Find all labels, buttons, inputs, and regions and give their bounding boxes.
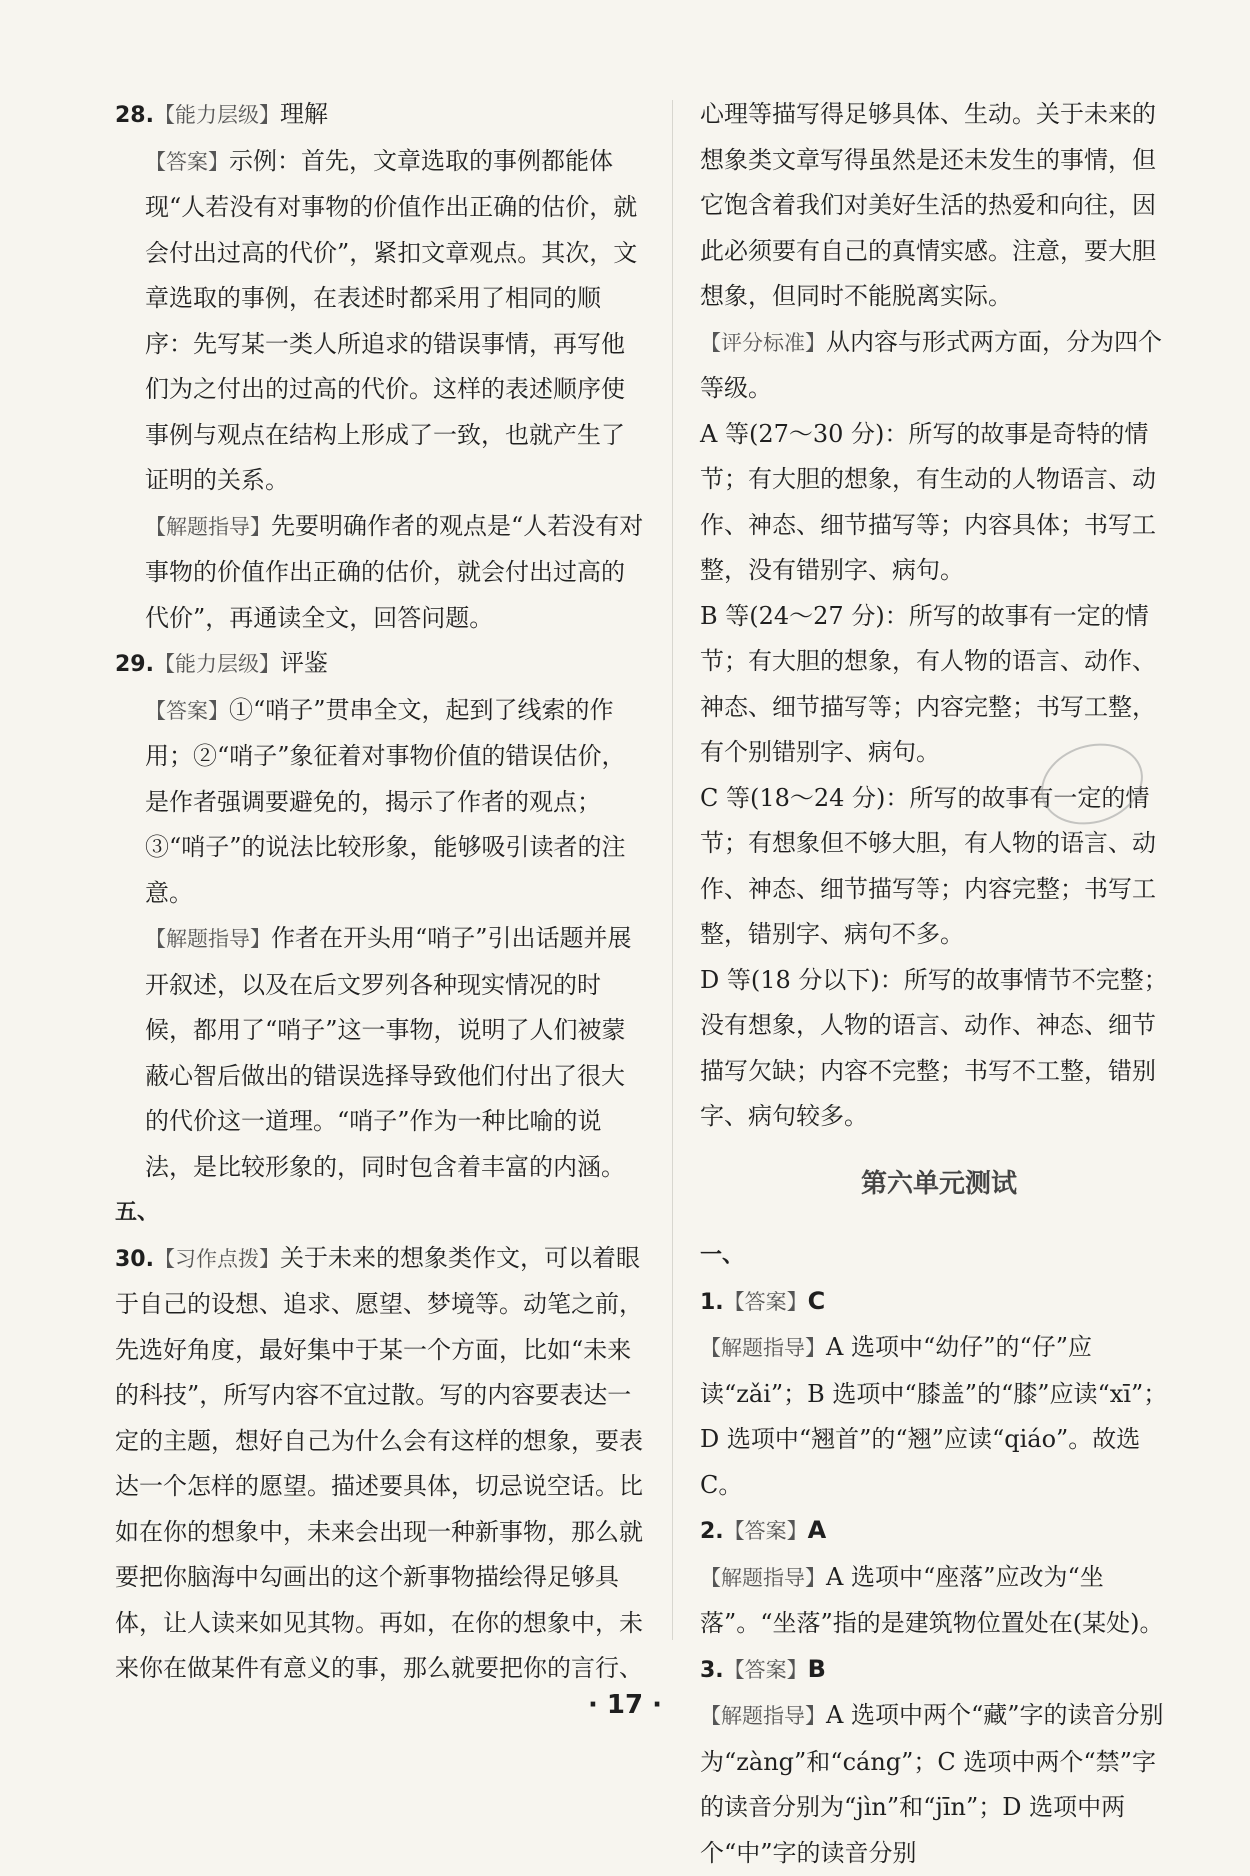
- q29-header: [115, 641, 645, 688]
- criteria-tag: 【评分标准】: [700, 330, 826, 355]
- section-five: 五、: [115, 1200, 160, 1225]
- q3-answer: [700, 1647, 1178, 1694]
- q29-tag: 【能力层级】: [153, 652, 280, 676]
- q2-guide: [700, 1555, 1178, 1647]
- q2-guide-text: A 选项中“座落”应改为“坐落”。“坐落”指的是建筑物位置处在(某处)。: [700, 1562, 1164, 1637]
- q29-guide: [115, 916, 645, 1190]
- q1-guide-text: A 选项中“幼仔”的“仔”应读“zǎi”；B 选项中“膝盖”的“膝”应读“xī”；D 选项中“翘首”的“翘”应读“qiáo”。故选 C。: [700, 1333, 1168, 1499]
- q30-number: 30.: [115, 1246, 154, 1272]
- section-one: 一、: [700, 1243, 745, 1268]
- scoring-criteria: [700, 320, 1178, 412]
- q28-guide: [115, 504, 645, 642]
- q2-answer-tag: 【答案】: [723, 1519, 808, 1543]
- q28-answer-tag: 【答案】: [145, 149, 229, 174]
- q30-tag: 【习作点拨】: [153, 1246, 280, 1271]
- grade-b: B 等(24～27 分)：所写的故事有一定的情节；有大胆的想象，有人物的语言、动作、神态、细节描写等；内容完整；书写工整，有个别错别字、病句。: [700, 601, 1156, 766]
- q2-guide-tag: 【解题指导】: [700, 1565, 826, 1590]
- q2-answer: [700, 1508, 1178, 1555]
- q1-answer: [700, 1279, 1178, 1326]
- q3-answer-letter: B: [807, 1654, 826, 1683]
- q28-header: [115, 92, 645, 139]
- grade-d: D 等(18 分以下)：所写的故事情节不完整；没有想象，人物的语言、动作、神态、细节描写欠缺；内容不完整；书写不工整，错别字、病句较多。: [700, 965, 1168, 1130]
- grade-a: A 等(27～30 分)：所写的故事是奇特的情节；有大胆的想象，有生动的人物语言、动作、神态、细节描写等；内容具体；书写工整，没有错别字、病句。: [700, 419, 1156, 584]
- q28-level: 理解: [279, 100, 328, 128]
- q28-tag: 【能力层级】: [153, 103, 280, 127]
- criteria-text: 从内容与形式两方面，分为四个等级。: [700, 327, 1162, 402]
- q29-answer-tag: 【答案】: [145, 698, 229, 723]
- q3-guide-text: A 选项中两个“藏”字的读音分别为“zàng”和“cáng”；C 选项中两个“禁”字的读音分别为“jìn”和“jīn”；D 选项中两个“中”字的读音分别: [700, 1701, 1164, 1867]
- column-divider: [672, 100, 673, 1640]
- unit-title: 第六单元测试: [860, 1168, 1017, 1199]
- q3-guide-tag: 【解题指导】: [700, 1704, 826, 1728]
- q1-guide-tag: 【解题指导】: [700, 1336, 826, 1360]
- q29-guide-tag: 【解题指导】: [145, 927, 271, 951]
- q1-answer-tag: 【答案】: [723, 1289, 808, 1314]
- page-number: · 17 ·: [587, 1690, 663, 1720]
- q3-guide: [700, 1693, 1178, 1876]
- q29-answer: [115, 688, 645, 917]
- q29-guide-text: 作者在开头用“哨子”引出话题并展开叙述，以及在后文罗列各种现实情况的时候，都用了“哨子”这一事物，说明了人们被蒙蔽心智后做出的错误选择导致他们付出了很大的代价这一道理。“哨子”作为一种比喻的说法，是比较形象的，同时包含着丰富的内涵。: [145, 924, 632, 1181]
- grade-c: C 等(18～24 分)：所写的故事有一定的情节；有想象但不够大胆，有人物的语言、动作、神态、细节描写等；内容完整；书写工整，错别字、病句不多。: [700, 783, 1156, 948]
- q1-guide: [700, 1325, 1178, 1508]
- q3-number: 3.: [700, 1657, 724, 1683]
- q2-answer-letter: A: [807, 1516, 827, 1544]
- q3-answer-tag: 【答案】: [723, 1657, 808, 1682]
- q29-answer-text: ①“哨子”贯串全文，起到了线索的作用；②“哨子”象征着对事物价值的错误估价，是作者强调要避免的，揭示了作者的观点；③“哨子”的说法比较形象，能够吸引读者的注意。: [145, 695, 626, 907]
- left-column: [115, 92, 645, 1692]
- q28-answer-text: 示例：首先，文章选取的事例都能体现“人若没有对事物的价值作出正确的估价，就会付出过高的代价”，紧扣文章观点。其次，文章选取的事例，在表述时都采用了相同的顺序：先写某一类人所追求的错误事情，再写他们为之付出的过高的代价。这样的表述顺序使事例与观点在结构上形成了一致，也就产生了证明的关系。: [145, 146, 638, 494]
- q28-answer: [115, 139, 645, 504]
- q29-number: 29.: [115, 652, 154, 677]
- q30-text: 关于未来的想象类作文，可以着眼于自己的设想、追求、愿望、梦境等。动笔之前，先选好角度，最好集中于某一个方面，比如“未来的科技”，所写内容不宜过散。写的内容要表达一定的主题，想好自己为什么会有这样的想象，要表达一个怎样的愿望。描述要具体，切忌说空话。比如在你的想象中，未来会出现一种新事物，那么就要把你脑海中勾画出的这个新事物描绘得足够具体，让人读来如见其物。再如，在你的想象中，未来你在做某件有意义的事，那么就要把你的言行、: [115, 1243, 643, 1682]
- q28-guide-text: 先要明确作者的观点是“人若没有对事物的价值作出正确的估价，就会付出过高的代价”，再通读全文，回答问题。: [145, 511, 644, 632]
- q28-guide-tag: 【解题指导】: [145, 514, 271, 539]
- q1-answer-letter: C: [807, 1286, 826, 1315]
- q30: [115, 1236, 645, 1692]
- q28-number: 28.: [115, 103, 154, 128]
- right-column: [700, 92, 1178, 1876]
- q2-number: 2.: [700, 1519, 724, 1544]
- q29-level: 评鉴: [279, 649, 328, 677]
- q1-number: 1.: [700, 1289, 724, 1315]
- q30-continued: 心理等描写得足够具体、生动。关于未来的想象类文章写得虽然是还未发生的事情，但它饱含着我们对美好生活的热爱和向往，因此必须要有自己的真情实感。注意，要大胆想象，但同时不能脱离实际。: [700, 100, 1156, 310]
